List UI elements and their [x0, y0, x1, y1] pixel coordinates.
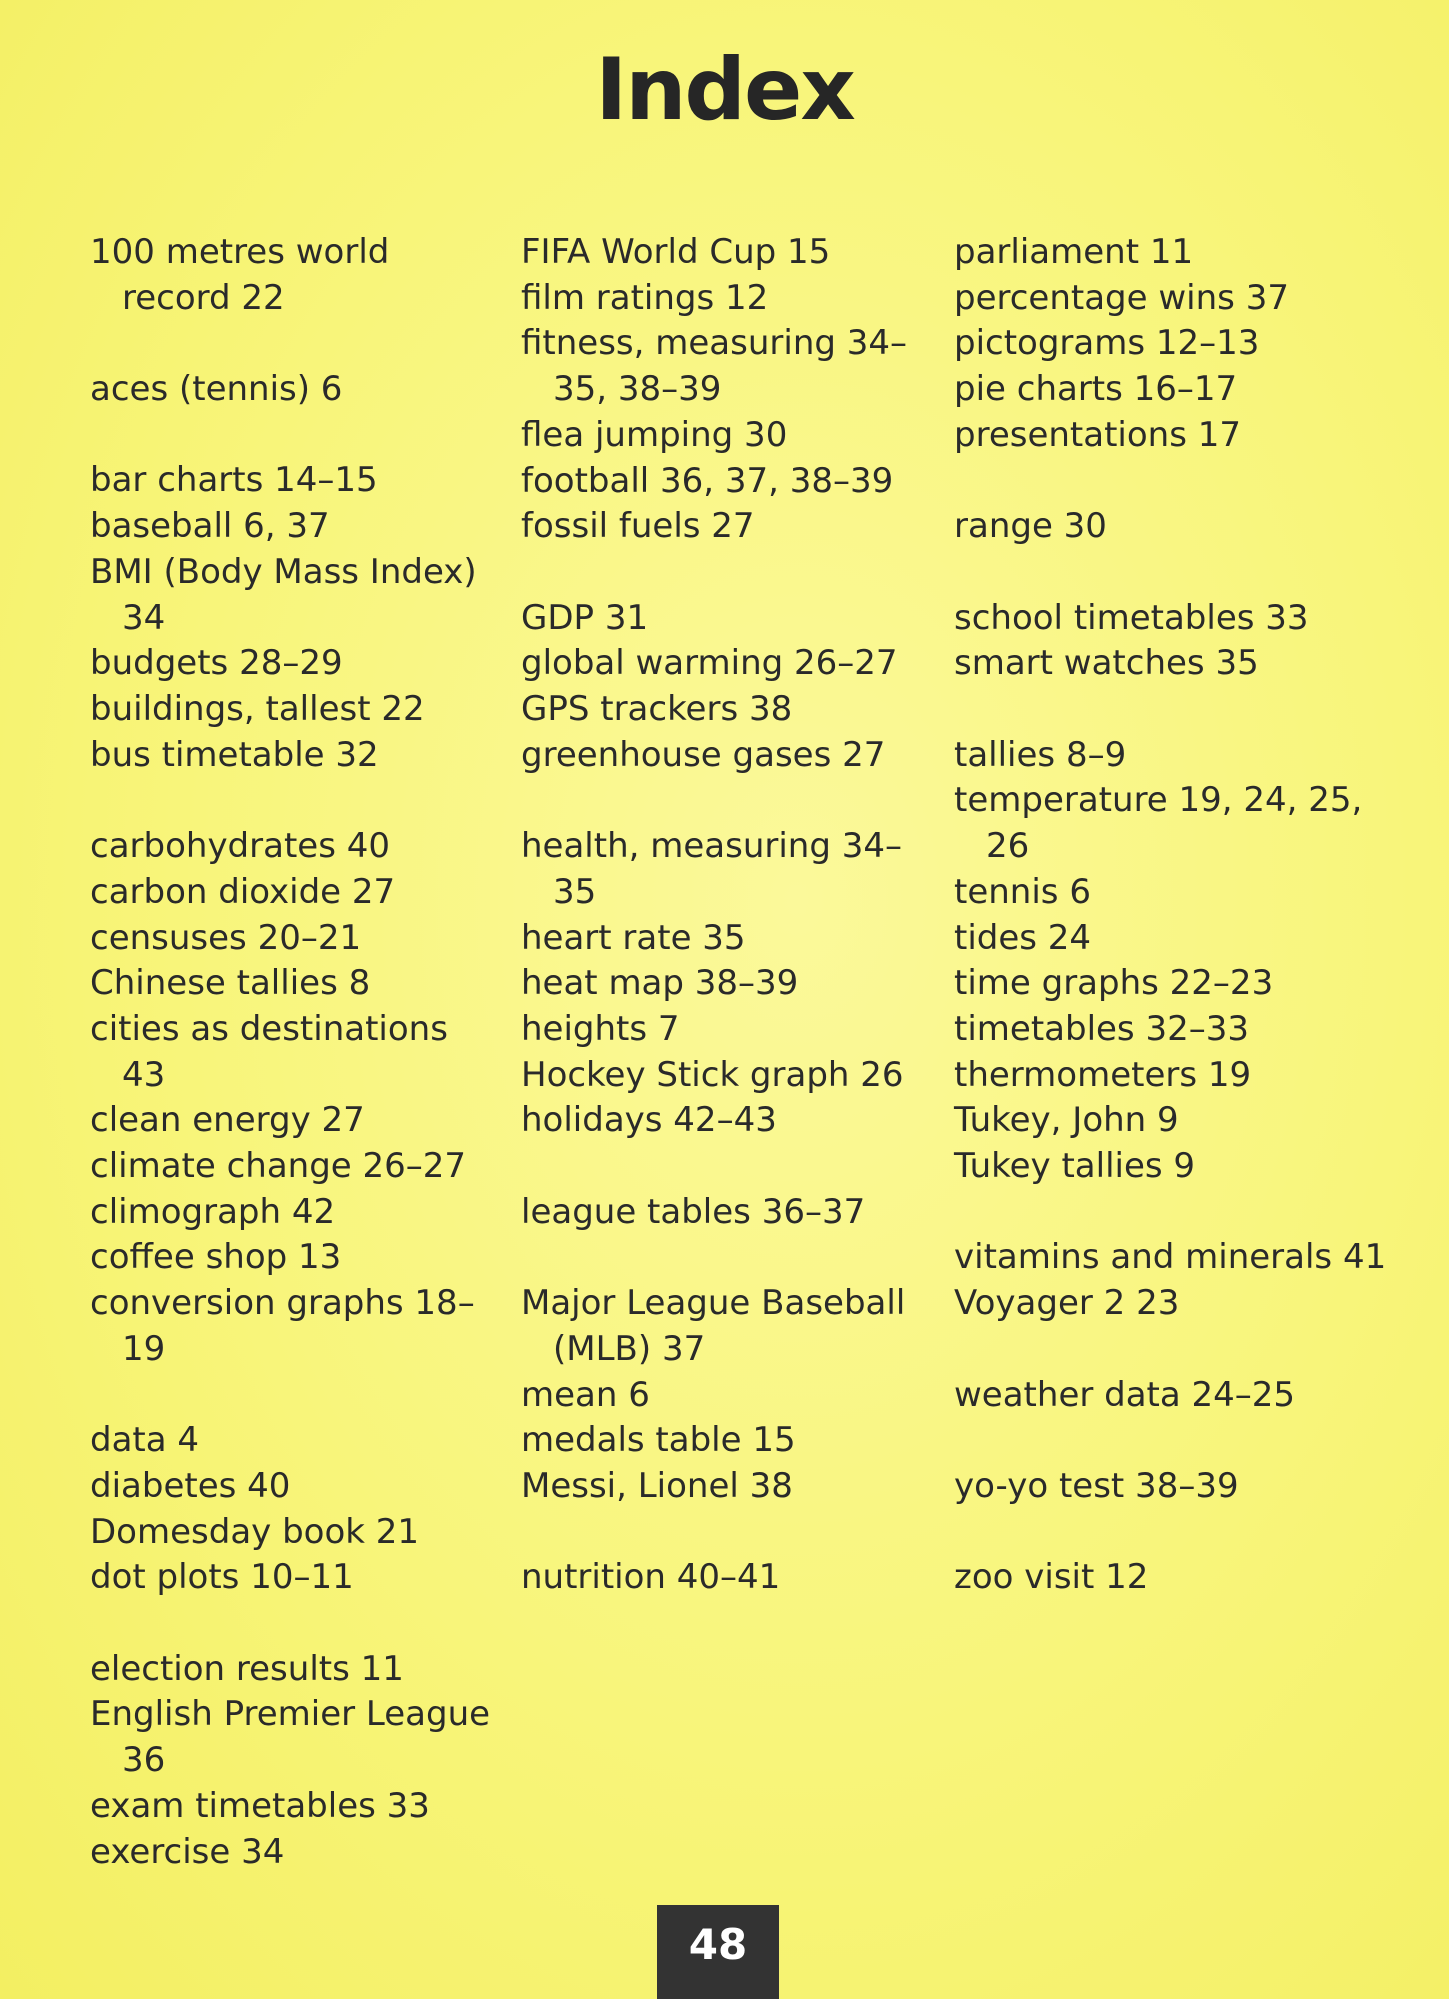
index-entry: zoo visit 12 — [954, 1557, 1149, 1598]
index-entry: buildings, tallest 22 — [90, 689, 425, 729]
index-entry: nutrition 40–41 — [521, 1557, 781, 1598]
index-entry: heart rate 35 — [521, 917, 746, 958]
index-entry: pie charts 16–17 — [954, 369, 1238, 410]
index-entry: baseball 6, 37 — [90, 506, 330, 547]
index-entry: timetables 32–33 — [954, 1008, 1249, 1049]
group-spacer — [954, 1418, 1394, 1464]
index-entry: carbohydrates 40 — [90, 826, 390, 867]
index-entry: bar charts 14–15 — [90, 460, 378, 501]
group-spacer — [521, 1510, 941, 1556]
index-column-2 — [521, 230, 941, 1601]
index-entry: mean 6 — [521, 1374, 650, 1415]
index-entry: English Premier League 36 — [90, 1694, 491, 1781]
group-spacer — [954, 459, 1394, 505]
index-entry: Major League Baseball (MLB) 37 — [521, 1283, 906, 1369]
index-entry: Chinese tallies 8 — [90, 963, 371, 1004]
index-entry: heat map 38–39 — [521, 963, 799, 1004]
index-entry: BMI (Body Mass Index) 34 — [90, 551, 477, 638]
index-entry: tallies 8–9 — [954, 734, 1127, 775]
index-entry: percentage wins 37 — [954, 277, 1289, 318]
index-entry: data 4 — [90, 1420, 200, 1461]
group-spacer — [521, 1144, 941, 1190]
page-number: 48 — [657, 1905, 779, 1999]
group-spacer — [954, 550, 1394, 596]
index-entry: vitamins and minerals 41 — [954, 1237, 1387, 1278]
index-entry: presentations 17 — [954, 414, 1241, 455]
index-entry: smart watches 35 — [954, 643, 1259, 684]
index-entry: FIFA World Cup 15 — [521, 232, 831, 272]
group-spacer — [521, 1235, 941, 1281]
index-entry: tennis 6 — [954, 871, 1091, 912]
index-entry: censuses 20–21 — [90, 917, 362, 958]
index-entry: health, measuring 34–35 — [521, 826, 903, 912]
index-entry: conversion graphs 18–19 — [90, 1283, 475, 1369]
index-entry: aces (tennis) 6 — [90, 369, 343, 410]
index-entry: climograph 42 — [90, 1191, 336, 1232]
index-entry: yo-yo test 38–39 — [954, 1465, 1239, 1506]
index-entry: fitness, measuring 34–35, 38–39 — [521, 323, 908, 410]
index-entry: league tables 36–37 — [521, 1191, 866, 1232]
index-entry: carbon dioxide 27 — [90, 871, 396, 912]
index-entry: climate change 26–27 — [90, 1146, 467, 1187]
index-entry: cities as destinations 43 — [90, 1008, 448, 1095]
index-entry: exercise 34 — [90, 1831, 285, 1872]
index-entry: Hockey Stick graph 26 — [521, 1054, 904, 1095]
index-entry: diabetes 40 — [90, 1465, 291, 1506]
group-spacer — [90, 413, 500, 459]
index-entry: pictograms 12–13 — [954, 323, 1260, 364]
index-entry: dot plots 10–11 — [90, 1557, 354, 1598]
index-entry: budgets 28–29 — [90, 643, 343, 684]
index-entry: time graphs 22–23 — [954, 963, 1274, 1004]
group-spacer — [90, 321, 500, 367]
index-column-1 — [90, 230, 500, 1875]
index-entry: fossil fuels 27 — [521, 506, 755, 547]
group-spacer — [954, 1510, 1394, 1556]
index-entry: temperature 19, 24, 25, 26 — [954, 780, 1363, 867]
index-entry: greenhouse gases 27 — [521, 734, 886, 775]
group-spacer — [521, 550, 941, 596]
index-entry: coffee shop 13 — [90, 1237, 342, 1278]
index-entry: Domesday book 21 — [90, 1511, 420, 1552]
index-entry: exam timetables 33 — [90, 1785, 430, 1826]
index-column-3 — [954, 230, 1394, 1601]
index-entry: flea jumping 30 — [521, 414, 788, 455]
index-entry: Messi, Lionel 38 — [521, 1465, 793, 1506]
index-entry: global warming 26–27 — [521, 643, 898, 684]
group-spacer — [90, 778, 500, 824]
index-entry: Tukey tallies 9 — [954, 1146, 1196, 1187]
group-spacer — [90, 1373, 500, 1419]
index-entry: bus timetable 32 — [90, 734, 379, 775]
index-entry: 100 metres world record 22 — [90, 232, 390, 318]
group-spacer — [954, 1327, 1394, 1373]
index-entry: school timetables 33 — [954, 597, 1309, 638]
group-spacer — [954, 687, 1394, 733]
index-entry: parliament 11 — [954, 232, 1194, 272]
index-entry: football 36, 37, 38–39 — [521, 460, 894, 501]
group-spacer — [90, 1601, 500, 1647]
group-spacer — [954, 1190, 1394, 1236]
index-entry: Voyager 2 23 — [954, 1283, 1180, 1324]
index-entry: heights 7 — [521, 1008, 680, 1049]
index-entry: thermometers 19 — [954, 1054, 1252, 1095]
index-entry: GDP 31 — [521, 597, 649, 638]
index-entry: film ratings 12 — [521, 277, 769, 318]
index-entry: range 30 — [954, 506, 1107, 547]
index-entry: holidays 42–43 — [521, 1100, 777, 1141]
index-entry: tides 24 — [954, 917, 1092, 958]
index-entry: GPS trackers 38 — [521, 689, 793, 730]
index-entry: weather data 24–25 — [954, 1374, 1296, 1415]
index-entry: Tukey, John 9 — [954, 1100, 1179, 1141]
index-entry: medals table 15 — [521, 1420, 796, 1461]
index-entry: clean energy 27 — [90, 1100, 365, 1141]
page-title: Index — [595, 40, 854, 140]
group-spacer — [521, 778, 941, 824]
index-entry: election results 11 — [90, 1648, 404, 1689]
